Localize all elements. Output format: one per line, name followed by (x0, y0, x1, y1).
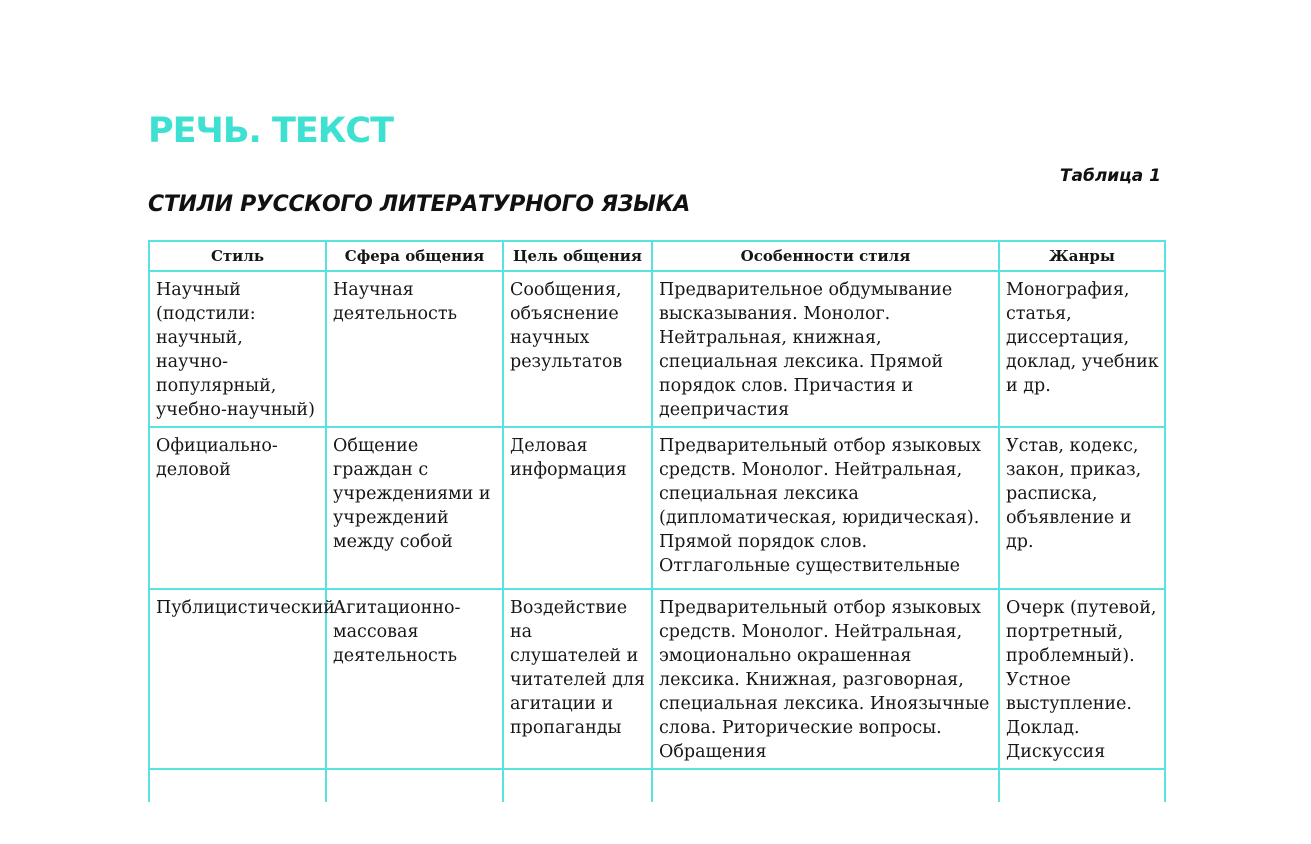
table-row (149, 589, 1165, 769)
cell-sphere (326, 427, 503, 589)
empty-cell (652, 769, 999, 802)
cell-text: Официально-деловой (156, 436, 278, 480)
empty-cell (503, 769, 652, 802)
column-header-style: Стиль (149, 241, 326, 271)
cell-features (652, 427, 999, 589)
cell-genres (999, 427, 1165, 589)
cell-text: Деловая информация (510, 436, 627, 480)
table-row-continued (149, 769, 1165, 802)
empty-cell (149, 769, 326, 802)
cell-style (149, 271, 326, 427)
cell-text: Очерк (путевой, портретный, проблемный). Устное выступление. Доклад. Дискуссия (1006, 598, 1157, 762)
cell-genres (999, 271, 1165, 427)
cell-goal (503, 427, 652, 589)
column-header-sphere: Сфера общения (326, 241, 503, 271)
cell-style (149, 427, 326, 589)
cell-text: Сообщения, объяснение научных результатов (510, 280, 623, 372)
cell-text: Воздействие на слушателей и читателей для агитации и пропаганды (510, 598, 646, 738)
cell-text: Научный (подстили: научный, научно-популярный, учебно-научный) (156, 280, 315, 420)
cell-sphere (326, 589, 503, 769)
cell-features (652, 589, 999, 769)
cell-goal (503, 271, 652, 427)
empty-cell (326, 769, 503, 802)
table-title: СТИЛИ РУССКОГО ЛИТЕРАТУРНОГО ЯЗЫКА (148, 192, 690, 217)
cell-text: Монография, статья, диссертация, доклад, учебник и др. (1006, 280, 1159, 396)
cell-text: Агитационно-массовая деятельность (333, 598, 461, 666)
cell-genres (999, 589, 1165, 769)
column-header-genres: Жанры (999, 241, 1165, 271)
styles-table (148, 240, 1166, 802)
cell-text: Устав, кодекс, закон, приказ, расписка, объявление и др. (1006, 436, 1142, 552)
table-row (149, 427, 1165, 589)
table-row (149, 271, 1165, 427)
column-header-goal: Цель общения (503, 241, 652, 271)
cell-features (652, 271, 999, 427)
cell-sphere (326, 271, 503, 427)
column-header-features: Особенности стиля (652, 241, 999, 271)
section-title: РЕЧЬ. ТЕКСТ (148, 111, 393, 151)
empty-cell (999, 769, 1165, 802)
cell-style (149, 589, 335, 769)
cell-goal (503, 589, 652, 769)
cell-text: Публицистический (156, 598, 335, 618)
table-header-row (149, 241, 1165, 271)
cell-text: Предварительный отбор языковых средств. Монолог. Нейтральная, специальная лексика (дипломатическая, юридическая). Прямой порядок слов. Отглагольные существительные (659, 436, 981, 576)
cell-text: Общение граждан с учреждениями и учреждений между собой (333, 436, 491, 552)
cell-text: Предварительный отбор языковых средств. Монолог. Нейтральная, эмоционально окрашенная лексика. Книжная, разговорная, специальная лексика. Иноязычные слова. Риторические вопросы. Обращения (659, 598, 990, 762)
table-number-label: Таблица 1 (1059, 166, 1161, 186)
cell-text: Научная деятельность (333, 280, 458, 324)
cell-text: Предварительное обдумывание высказывания. Монолог. Нейтральная, книжная, специальная лексика. Прямой порядок слов. Причастия и деепричастия (659, 280, 953, 420)
